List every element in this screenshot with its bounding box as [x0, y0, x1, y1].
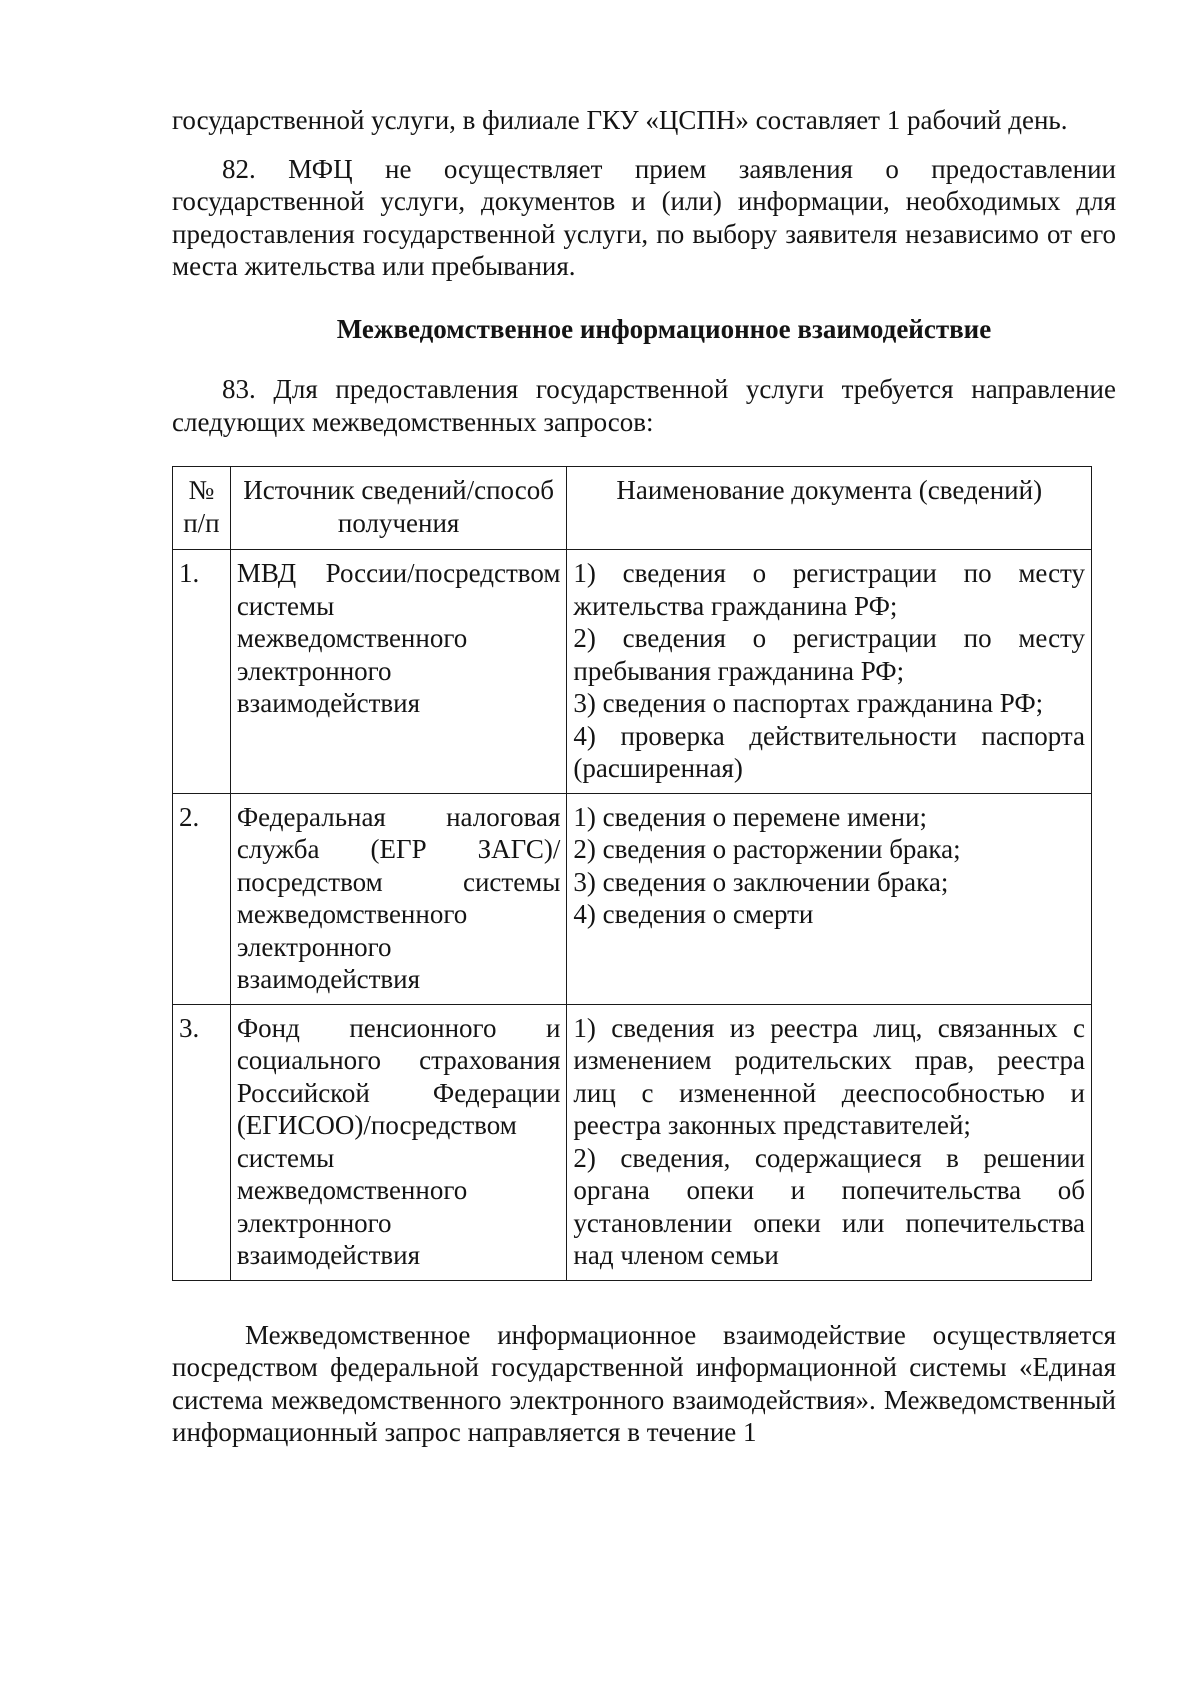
row-documents [567, 1004, 1092, 1280]
paragraph-continuation: государственной услуги, в филиале ГКУ «ЦСПН» составляет 1 рабочий день. [172, 105, 1068, 135]
header-source: Источник сведений/способ получения [230, 467, 567, 550]
table-row [173, 793, 1092, 1004]
document-item: 3) сведения о паспортах гражданина РФ; [573, 688, 1044, 718]
table-header-row [173, 467, 1092, 550]
document-page [172, 104, 1116, 1449]
row-source: Федеральная налоговая служба (ЕГР ЗАГС)/посредством системы межведомственного электронного взаимодействия [230, 793, 567, 1004]
document-item: 2) сведения о расторжении брака; [573, 834, 961, 864]
paragraph-final: Межведомственное информационное взаимодействие осуществляется посредством федеральной государственной информационной системы «Единая система межведомственного электронного взаимодействия». Межведомственный информационный запрос направляется в течение 1 [172, 1319, 1116, 1447]
row-source: МВД России/посредством системы межведомственного электронного взаимодействия [230, 550, 567, 794]
section-heading: Межведомственное информационное взаимодействие [336, 313, 992, 344]
document-item: 1) сведения из реестра лиц, связанных с изменением родительских прав, реестра лиц с измененной дееспособностью и реестра законных представителей; [573, 1012, 1085, 1140]
row-number: 2. [173, 793, 231, 1004]
table-row [173, 1004, 1092, 1280]
document-item: 1) сведения о регистрации по месту жительства гражданина РФ; [573, 558, 1085, 621]
requests-table [172, 466, 1092, 1281]
document-item: 1) сведения о перемене имени; [573, 801, 927, 832]
row-source: Фонд пенсионного и социального страхования Российской Федерации (ЕГИСОО)/посредством системы межведомственного электронного взаимодействия [230, 1004, 567, 1280]
header-document: Наименование документа (сведений) [567, 467, 1092, 550]
row-documents [567, 793, 1092, 1004]
document-item: 3) сведения о заключении брака; [573, 866, 949, 897]
row-documents [567, 550, 1092, 794]
paragraph-83: 83. Для предоставления государственной услуги требуется направление следующих межведомственных запросов: [172, 374, 1116, 437]
header-number: № п/п [173, 467, 231, 550]
row-number: 3. [173, 1004, 231, 1280]
paragraph-82: 82. МФЦ не осуществляет прием заявления о предоставлении государственной услуги, документов и (или) информации, необходимых для предоставления государственной услуги, по выбору заявителя независимо от его места жительства или пребывания. [172, 153, 1116, 281]
table-row [173, 550, 1092, 794]
document-item: 4) проверка действительности паспорта (расширенная) [573, 720, 1085, 783]
document-item: 4) сведения о смерти [573, 899, 814, 929]
document-item: 2) сведения о регистрации по месту пребывания гражданина РФ; [573, 623, 1085, 686]
document-item: 2) сведения, содержащиеся в решении органа опеки и попечительства об установлении опеки или попечительства над членом семьи [573, 1142, 1085, 1270]
row-number: 1. [173, 550, 231, 794]
